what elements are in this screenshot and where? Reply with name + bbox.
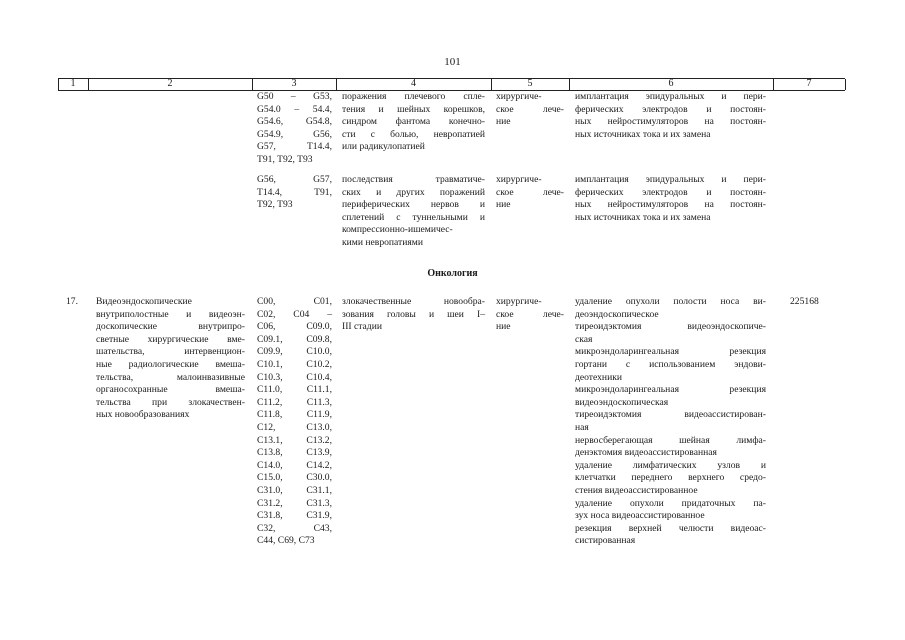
text-line: деотехники <box>575 371 622 383</box>
column-number: 7 <box>806 78 812 89</box>
row-number: 17. <box>66 296 78 307</box>
text-line: ние <box>496 116 511 128</box>
text-line: C11.2, C11.3, <box>257 396 332 408</box>
text-line: C11.8, C11.9, <box>257 409 332 421</box>
text-line: имплантация эпидуральных и пери- <box>575 174 766 185</box>
text-line: ных нейростимуляторов на постоян- <box>575 199 766 211</box>
text-line: резекция верхней челюсти видеоас- <box>575 522 766 534</box>
text-line: имплантация эпидуральных и пери- <box>575 91 766 102</box>
text-line: ная <box>575 421 589 433</box>
text-line: ская <box>575 333 593 345</box>
condition-cell <box>342 174 485 250</box>
text-line: C13.8, C13.9, <box>257 447 332 459</box>
text-line: хирургиче- <box>496 296 542 307</box>
column-number: 6 <box>668 78 674 89</box>
icd-codes-cell <box>257 296 332 548</box>
text-line: зух носа видеоассистированное <box>575 510 705 522</box>
text-line: ское лече- <box>496 186 564 198</box>
text-line: ние <box>496 199 511 211</box>
text-line: C00, C01, <box>257 296 332 307</box>
text-line: ных источниках тока и их замена <box>575 211 711 223</box>
intervention-name-cell <box>96 296 245 422</box>
text-line: периферических нервов и <box>342 199 485 211</box>
text-line: C31.2, C31.3, <box>257 497 332 509</box>
icd-codes-cell <box>257 91 332 167</box>
page-number: 101 <box>444 56 461 68</box>
text-line: последствия травматиче- <box>342 174 485 185</box>
text-line: ское лече- <box>496 103 564 115</box>
text-line: Видеоэндоскопические <box>96 296 192 307</box>
text-line: ских и других поражений <box>342 186 485 198</box>
text-line: стения видеоассистированное <box>575 484 698 496</box>
text-line: хирургиче- <box>496 91 542 102</box>
column-number: 4 <box>411 78 416 89</box>
text-line: G56, G57, <box>257 174 332 185</box>
treatment-type-cell <box>496 91 564 129</box>
text-line: или радикулопатией <box>342 141 425 153</box>
text-line: G57, T14.4, <box>257 141 332 153</box>
text-line: ных нейростимуляторов на постоян- <box>575 116 766 128</box>
column-number: 1 <box>70 78 76 89</box>
column-number: 2 <box>167 78 173 89</box>
text-line: доскопические внутрипро- <box>96 321 245 333</box>
text-line: C09.9, C10.0, <box>257 346 332 358</box>
text-line: C11.0, C11.1, <box>257 384 332 396</box>
text-line: T92, T93 <box>257 199 293 211</box>
condition-cell <box>342 296 485 334</box>
text-line: III стадии <box>342 321 382 333</box>
treatment-type-cell <box>496 296 564 334</box>
text-line: нервосберегающая шейная лимфа- <box>575 434 766 446</box>
text-line: поражения плечевого спле- <box>342 91 485 102</box>
text-line: тения и шейных корешков, <box>342 103 485 115</box>
text-line: T14.4, T91, <box>257 186 332 198</box>
treatment-type-cell <box>496 174 564 212</box>
text-line: злокачественные новообра- <box>342 296 485 307</box>
text-line: систированная <box>575 535 636 547</box>
text-line: C02, C04 – <box>257 308 332 320</box>
text-line: C15.0, C30.0, <box>257 472 332 484</box>
condition-cell <box>342 91 485 154</box>
text-line: органосохранные вмеша- <box>96 384 245 396</box>
text-line: шательства, интервенцион- <box>96 346 245 358</box>
text-line: G54.6, G54.8, <box>257 116 332 128</box>
text-line: тиреоидэктомия видеоэндоскопиче- <box>575 321 766 333</box>
text-line: G54.9, G56, <box>257 128 332 140</box>
text-line: тельства, малоинвазивные <box>96 371 245 383</box>
text-line: ных новообразованиях <box>96 409 190 421</box>
text-line: кими невропатиями <box>342 236 424 248</box>
text-line: удаление опухоли полости носа ви- <box>575 296 766 307</box>
text-line: видеоэндоскопическая <box>575 396 669 408</box>
text-line: ные радиологические вмеша- <box>96 358 245 370</box>
text-line: удаление опухоли придаточных па- <box>575 497 766 509</box>
text-line: гортани с использованием эндови- <box>575 358 766 370</box>
cost-cell: 225168 <box>790 296 819 307</box>
text-line: C31.8, C31.9, <box>257 510 332 522</box>
text-line: зования головы и шеи I– <box>342 308 485 320</box>
text-line: C12, C13.0, <box>257 421 332 433</box>
text-line: клетчатки переднего верхнего средо- <box>575 472 766 484</box>
column-number: 5 <box>527 78 533 89</box>
text-line: сплетений с туннельными и <box>342 211 485 223</box>
text-line: микроэндоларингеальная резекция <box>575 346 766 358</box>
icd-codes-cell <box>257 174 332 212</box>
text-line: C10.1, C10.2, <box>257 358 332 370</box>
text-line: ферических электродов и постоян- <box>575 186 766 198</box>
text-line: микроэндоларингеальная резекция <box>575 384 766 396</box>
text-line: тиреоидэктомия видеоассистирован- <box>575 409 766 421</box>
treatment-method-cell <box>575 91 766 141</box>
column-number: 3 <box>291 78 297 89</box>
text-line: деоэндоскопическое <box>575 308 659 320</box>
column-divider <box>845 79 846 90</box>
text-line: синдром фантома конечно- <box>342 116 485 128</box>
text-line: светные хирургические вме- <box>96 333 245 345</box>
text-line: G54.0 – 54.4, <box>257 103 332 115</box>
text-line: C13.1, C13.2, <box>257 434 332 446</box>
text-line: T91, T92, T93 <box>257 153 313 165</box>
text-line: C14.0, C14.2, <box>257 459 332 471</box>
text-line: C10.3, C10.4, <box>257 371 332 383</box>
treatment-method-cell <box>575 174 766 224</box>
text-line: удаление лимфатических узлов и <box>575 459 766 471</box>
text-line: ных источниках тока и их замена <box>575 128 711 140</box>
treatment-method-cell <box>575 296 766 548</box>
text-line: внутриполостные и видеоэн- <box>96 308 245 320</box>
text-line: денэктомия видеоассистированная <box>575 447 717 459</box>
section-title: Онкология <box>427 268 478 279</box>
text-line: C09.1, C09.8, <box>257 333 332 345</box>
text-line: ние <box>496 321 511 333</box>
text-line: G50 – G53, <box>257 91 332 102</box>
text-line: компрессионно-ишемичес- <box>342 224 453 236</box>
text-line: тельства при злокачествен- <box>96 396 245 408</box>
text-line: C06, C09.0, <box>257 321 332 333</box>
text-line: C32, C43, <box>257 522 332 534</box>
text-line: хирургиче- <box>496 174 542 185</box>
text-line: C44, C69, C73 <box>257 535 315 547</box>
text-line: ферических электродов и постоян- <box>575 103 766 115</box>
text-line: C31.0, C31.1, <box>257 484 332 496</box>
text-line: ское лече- <box>496 308 564 320</box>
text-line: сти с болью, невропатией <box>342 128 485 140</box>
